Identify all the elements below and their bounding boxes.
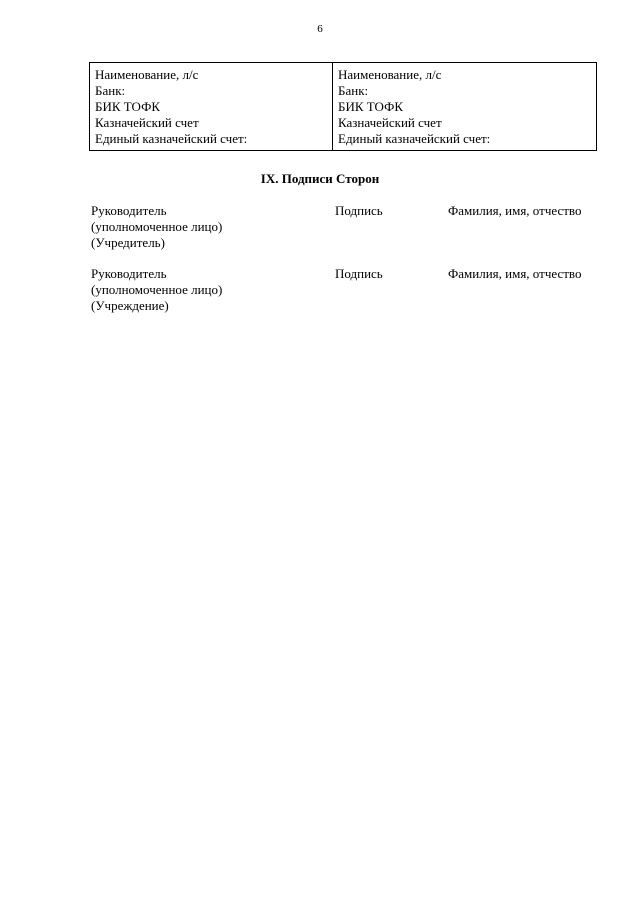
signatory-role [91, 266, 222, 314]
requisite-bik: БИК ТОФК [95, 99, 161, 114]
role-line: (Учреждение) [91, 298, 169, 313]
role-line: Руководитель [91, 203, 167, 218]
requisites-row [90, 63, 597, 151]
page-number: 6 [317, 23, 323, 35]
requisites-cell-right [333, 63, 597, 151]
requisite-bank: Банк: [95, 83, 126, 98]
role-line: Руководитель [91, 266, 167, 281]
requisite-treasury-account: Казначейский счет [95, 115, 199, 130]
requisites-table [89, 62, 597, 151]
signature-label: Подпись [335, 266, 383, 281]
role-line: (уполномоченное лицо) [91, 219, 223, 234]
requisite-bik: БИК ТОФК [338, 99, 404, 114]
requisite-name-account: Наименование, л/с [338, 67, 442, 82]
requisite-single-treasury-account: Единый казначейский счет: [95, 131, 248, 146]
full-name-label: Фамилия, имя, отчество [448, 203, 582, 218]
requisite-treasury-account: Казначейский счет [338, 115, 442, 130]
signature-label: Подпись [335, 203, 383, 218]
role-line: (Учредитель) [91, 235, 165, 250]
requisite-bank: Банк: [338, 83, 369, 98]
signatory-role [91, 203, 222, 251]
requisites-cell-left [90, 63, 333, 151]
requisite-name-account: Наименование, л/с [95, 67, 199, 82]
section-title: IX. Подписи Сторон [260, 171, 380, 186]
requisite-single-treasury-account: Единый казначейский счет: [338, 131, 491, 146]
full-name-label: Фамилия, имя, отчество [448, 266, 582, 281]
role-line: (уполномоченное лицо) [91, 282, 223, 297]
